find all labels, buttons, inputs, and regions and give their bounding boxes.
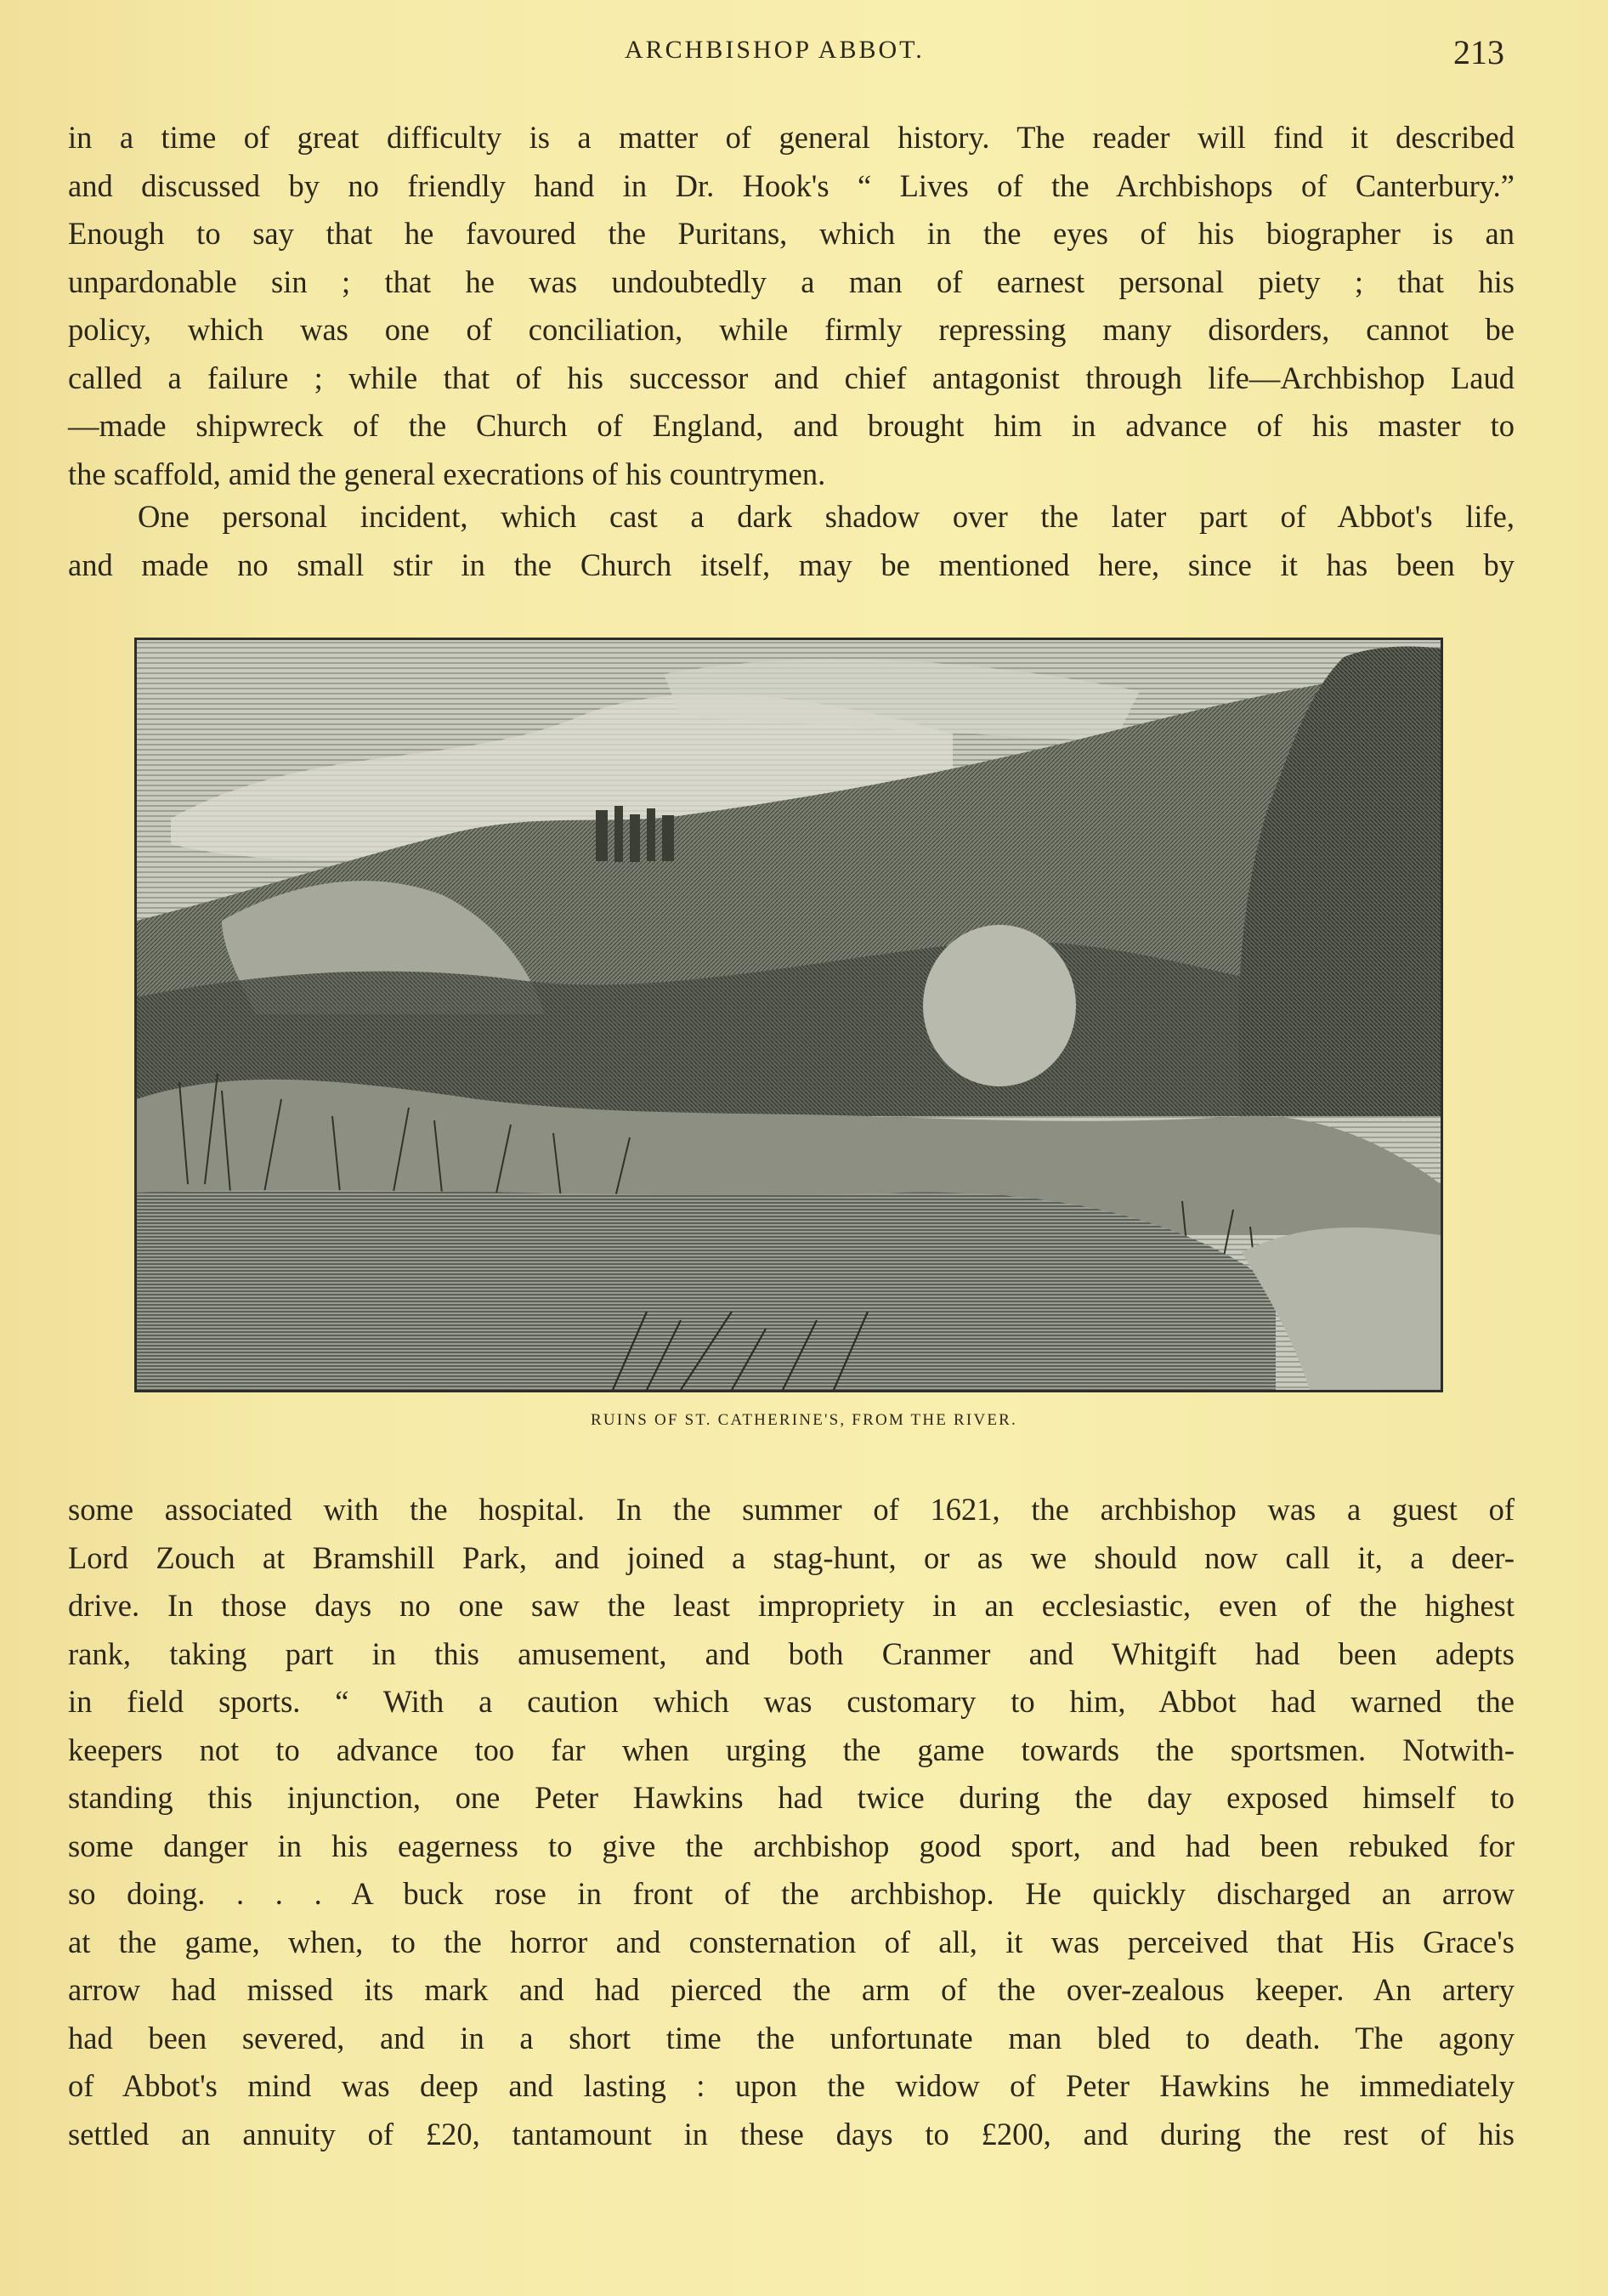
running-title: ARCHBISHOP ABBOT.: [625, 36, 925, 64]
engraving-illustration: [134, 638, 1443, 1392]
paragraph-3: [68, 1486, 1515, 2158]
text-line: in field sports. “ With a caution which was customary to him, Abbot had warned the: [68, 1684, 1515, 1719]
paragraph-1: [68, 114, 1515, 498]
text-line: policy, which was one of conciliation, while firmly repressing many disorders, cannot be: [68, 312, 1515, 347]
text-line: so doing. . . . A buck rose in front of the archbishop. He quickly discharged an arrow: [68, 1876, 1515, 1911]
text-line: and made no small stir in the Church itself, may be mentioned here, since it has been by: [68, 547, 1515, 582]
willow-tree: [923, 925, 1076, 1086]
text-line: called a failure ; while that of his successor and chief antagonist through life—Archbishop Laud: [68, 360, 1515, 395]
text-line: unpardonable sin ; that he was undoubtedly a man of earnest personal piety ; that his: [68, 264, 1515, 299]
paragraph-2: [68, 493, 1515, 589]
figure-caption: RUINS OF ST. CATHERINE'S, FROM THE RIVER.: [591, 1411, 1017, 1429]
text-line: some associated with the hospital. In the summer of 1621, the archbishop was a guest of: [68, 1492, 1515, 1527]
running-head: [0, 32, 1608, 83]
text-line: Enough to say that he favoured the Puritans, which in the eyes of his biographer is an: [68, 216, 1515, 251]
text-line: —made shipwreck of the Church of England, and brought him in advance of his master to: [68, 408, 1515, 443]
text-line: rank, taking part in this amusement, and both Cranmer and Whitgift had been adepts: [68, 1636, 1515, 1671]
river-water: [137, 1190, 1276, 1390]
text-line: arrow had missed its mark and had pierced the arm of the over-zealous keeper. An artery: [68, 1972, 1515, 2007]
text-line: settled an annuity of £20, tantamount in these days to £200, and during the rest of his: [68, 2116, 1515, 2151]
engraving-image: [137, 640, 1441, 1390]
text-line: keepers not to advance too far when urging the game towards the sportsmen. Notwith-: [68, 1732, 1515, 1767]
text-line: drive. In those days no one saw the least impropriety in an ecclesiastic, even of the highest: [68, 1588, 1515, 1623]
text-line: some danger in his eagerness to give the archbishop good sport, and had been rebuked for: [68, 1828, 1515, 1863]
text-line: at the game, when, to the horror and consternation of all, it was perceived that His Grace's: [68, 1924, 1515, 1959]
text-line: Lord Zouch at Bramshill Park, and joined a stag-hunt, or as we should now call it, a deer-: [68, 1539, 1515, 1575]
page-number: 213: [1453, 33, 1504, 71]
text-line: had been severed, and in a short time the unfortunate man bled to death. The agony: [68, 2020, 1515, 2055]
text-line: in a time of great difficulty is a matter of general history. The reader will find it described: [68, 120, 1515, 155]
text-line: the scaffold, amid the general execrations of his countrymen.: [68, 456, 826, 491]
text-line: of Abbot's mind was deep and lasting : upon the widow of Peter Hawkins he immediately: [68, 2068, 1515, 2103]
text-line: standing this injunction, one Peter Hawkins had twice during the day exposed himself to: [68, 1780, 1515, 1815]
text-line: and discussed by no friendly hand in Dr. Hook's “ Lives of the Archbishops of Canterbury.”: [68, 167, 1515, 203]
text-line: One personal incident, which cast a dark shadow over the later part of Abbot's life,: [138, 499, 1515, 534]
